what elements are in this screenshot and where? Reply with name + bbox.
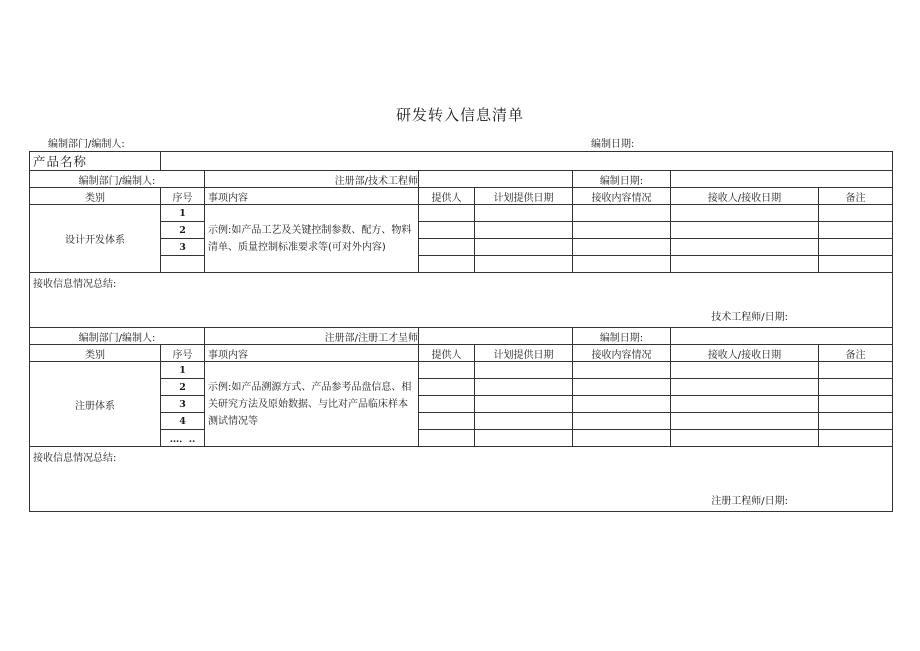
- section1-info-row: [30, 171, 893, 188]
- section2-summary-row: [30, 447, 893, 512]
- section1-signature: 技术工程师/日期:: [711, 312, 788, 323]
- provider-cell[interactable]: [419, 205, 475, 222]
- receiver-cell[interactable]: [671, 205, 819, 222]
- col-category: 类别: [30, 188, 161, 205]
- provider-cell[interactable]: [419, 362, 475, 379]
- provider-cell[interactable]: [419, 396, 475, 413]
- plan-date-cell[interactable]: [475, 379, 573, 396]
- row-number: 3: [161, 396, 205, 413]
- row-number: 1: [161, 362, 205, 379]
- section2-summary-label: 接收信息情况总结:: [33, 453, 117, 464]
- section1-summary[interactable]: [30, 273, 893, 328]
- document-title: 研发转入信息清单: [395, 106, 524, 124]
- section2-summary[interactable]: [30, 447, 893, 512]
- section1-summary-label: 接收信息情况总结:: [33, 279, 117, 290]
- section1-engineer-label: 注册部/技术工程师: [334, 175, 418, 187]
- receiver-cell[interactable]: [671, 239, 819, 256]
- section2-date-label: 编制日期:: [573, 328, 671, 345]
- section1-header-row: [30, 188, 893, 205]
- col-content: 事项内容: [205, 188, 419, 205]
- status-cell[interactable]: [573, 222, 671, 239]
- section1-engineer-label-a: [205, 171, 419, 188]
- status-cell[interactable]: [573, 239, 671, 256]
- remarks-cell[interactable]: [819, 239, 893, 256]
- header-dept-label: 编制部门/编制人:: [48, 139, 125, 150]
- header-date-label: 编制日期:: [591, 139, 635, 150]
- section1-date-field[interactable]: [671, 171, 893, 188]
- section1-summary-row: [30, 273, 893, 328]
- table-row: [30, 205, 893, 222]
- provider-cell[interactable]: [419, 222, 475, 239]
- row-number: [161, 256, 205, 273]
- provider-cell[interactable]: [419, 256, 475, 273]
- provider-cell[interactable]: [419, 239, 475, 256]
- plan-date-cell[interactable]: [475, 413, 573, 430]
- section2-info-row: [30, 328, 893, 345]
- status-cell[interactable]: [573, 396, 671, 413]
- section2-description: 示例:如产品溯源方式、产品参考品盘信息、相关研究方法及原始数据、与比对产品临床样本测试情况等: [205, 362, 419, 447]
- receiver-cell[interactable]: [671, 256, 819, 273]
- receiver-cell[interactable]: [671, 222, 819, 239]
- section2-dept-label: 编制部门/编制人:: [30, 328, 205, 345]
- section1-date-label: 编制日期:: [573, 171, 671, 188]
- col-receipt-status: 接收内容情况: [573, 345, 671, 362]
- remarks-cell[interactable]: [819, 430, 893, 447]
- plan-date-cell[interactable]: [475, 362, 573, 379]
- plan-date-cell[interactable]: [475, 396, 573, 413]
- remarks-cell[interactable]: [819, 413, 893, 430]
- product-name-row: [30, 152, 893, 171]
- status-cell[interactable]: [573, 205, 671, 222]
- remarks-cell[interactable]: [819, 256, 893, 273]
- remarks-cell[interactable]: [819, 396, 893, 413]
- section2-engineer-label-a: [205, 328, 419, 345]
- section1-engineer-field[interactable]: [419, 171, 573, 188]
- col-seq: 序号: [161, 188, 205, 205]
- col-category: 类别: [30, 345, 161, 362]
- row-number: 2: [161, 379, 205, 396]
- table-row: [30, 362, 893, 379]
- col-receiver-date: 接收人/接收日期: [671, 345, 819, 362]
- section2-engineer-label: 注册部/注册工才呈师: [324, 332, 418, 344]
- col-remarks: 备注: [819, 188, 893, 205]
- receiver-cell[interactable]: [671, 362, 819, 379]
- remarks-cell[interactable]: [819, 222, 893, 239]
- col-receiver-date: 接收人/接收日期: [671, 188, 819, 205]
- col-seq: 序号: [161, 345, 205, 362]
- remarks-cell[interactable]: [819, 205, 893, 222]
- col-content: 事项内容: [205, 345, 419, 362]
- plan-date-cell[interactable]: [475, 430, 573, 447]
- col-provider: 提供人: [419, 188, 475, 205]
- section2-signature: 注册工程师/日期:: [711, 496, 788, 507]
- provider-cell[interactable]: [419, 413, 475, 430]
- plan-date-cell[interactable]: [475, 222, 573, 239]
- transfer-table: [29, 151, 893, 512]
- col-plan-date: 计划提供日期: [475, 188, 573, 205]
- section1-description: 示例:如产品工艺及关键控制参数、配方、物料清单、质量控制标准要求等(可对外内容): [205, 205, 419, 273]
- provider-cell[interactable]: [419, 379, 475, 396]
- provider-cell[interactable]: [419, 430, 475, 447]
- section1-dept-label: 编制部门/编制人:: [30, 171, 205, 188]
- status-cell[interactable]: [573, 430, 671, 447]
- col-provider: 提供人: [419, 345, 475, 362]
- col-plan-date: 计划提供日期: [475, 345, 573, 362]
- col-receipt-status: 接收内容情况: [573, 188, 671, 205]
- section2-header-row: [30, 345, 893, 362]
- row-number: 4: [161, 413, 205, 430]
- plan-date-cell[interactable]: [475, 239, 573, 256]
- status-cell[interactable]: [573, 362, 671, 379]
- plan-date-cell[interactable]: [475, 205, 573, 222]
- section2-engineer-field[interactable]: [419, 328, 573, 345]
- receiver-cell[interactable]: [671, 379, 819, 396]
- remarks-cell[interactable]: [819, 379, 893, 396]
- status-cell[interactable]: [573, 256, 671, 273]
- status-cell[interactable]: [573, 379, 671, 396]
- status-cell[interactable]: [573, 413, 671, 430]
- plan-date-cell[interactable]: [475, 256, 573, 273]
- row-number: 1: [161, 205, 205, 222]
- section2-category: 注册体系: [30, 362, 161, 447]
- row-number: …．..: [161, 430, 205, 447]
- section1-category: 设计开发体系: [30, 205, 161, 273]
- product-name-label: 产品名称: [30, 152, 161, 171]
- col-remarks: 备注: [819, 345, 893, 362]
- receiver-cell[interactable]: [671, 396, 819, 413]
- remarks-cell[interactable]: [819, 362, 893, 379]
- receiver-cell[interactable]: [671, 430, 819, 447]
- row-number: 3: [161, 239, 205, 256]
- row-number: 2: [161, 222, 205, 239]
- section2-date-field[interactable]: [671, 328, 893, 345]
- product-name-field[interactable]: [161, 152, 893, 171]
- receiver-cell[interactable]: [671, 413, 819, 430]
